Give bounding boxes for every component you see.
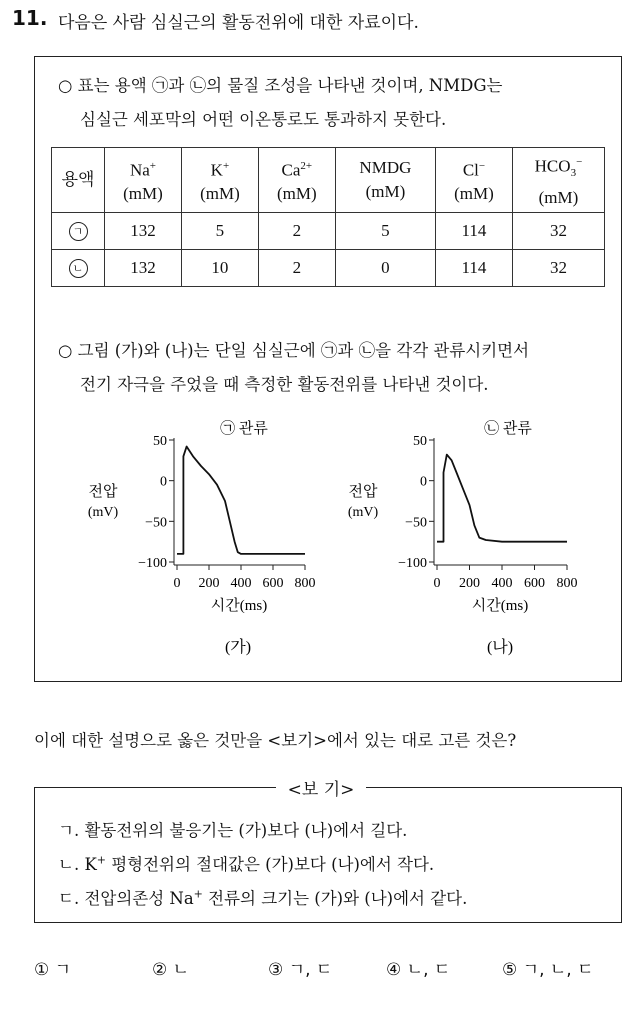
table-row xyxy=(52,250,605,287)
table-cell: 132 xyxy=(105,250,182,287)
col-header-cl: Cl− (mM) xyxy=(436,148,513,213)
table-cell: 2 xyxy=(258,213,335,250)
bullet2-line2: 전기 자극을 주었을 때 측정한 활동전위를 나타낸 것이다. xyxy=(80,375,489,394)
bogi-title: <보 기> xyxy=(276,775,366,800)
y-tick-label: −100 xyxy=(398,556,427,571)
x-tick-label: 0 xyxy=(173,576,181,591)
chart-caption: (나) xyxy=(486,639,514,656)
table-cell: 5 xyxy=(335,213,435,250)
row-label-b: ㄴ xyxy=(52,250,105,287)
composition-table xyxy=(51,147,605,287)
y-tick-label: 50 xyxy=(153,434,167,449)
y-tick-label: −50 xyxy=(145,515,167,531)
table-cell: 32 xyxy=(512,213,604,250)
y-tick-label: 0 xyxy=(160,474,167,490)
choice-3[interactable]: ③ ㄱ, ㄷ xyxy=(268,960,333,980)
x-tick-label: 600 xyxy=(262,576,284,591)
x-tick-label: 200 xyxy=(198,576,220,591)
y-tick-label: −50 xyxy=(405,515,427,531)
col-header-nmdg: NMDG (mM) xyxy=(335,148,435,213)
table-cell: 10 xyxy=(181,250,258,287)
table-cell: 32 xyxy=(512,250,604,287)
choice-2[interactable]: ② ㄴ xyxy=(152,960,190,980)
bullet1-line1: ○ 표는 용액 ㉠과 ㉡의 물질 조성을 나타낸 것이며, NMDG는 xyxy=(58,76,503,95)
chart-title: ㉠ 관류 xyxy=(220,421,268,437)
table-cell: 114 xyxy=(436,250,513,287)
table-cell: 5 xyxy=(181,213,258,250)
choice-4[interactable]: ④ ㄴ, ㄷ xyxy=(386,960,451,980)
question-number: 11. xyxy=(12,6,48,30)
y-tick-label: 0 xyxy=(420,474,427,490)
x-tick-label: 600 xyxy=(524,576,545,591)
question-prompt: 이에 대한 설명으로 옳은 것만을 <보기>에서 있는 대로 고른 것은? xyxy=(34,731,517,750)
bullet1-line2: 심실근 세포막의 어떤 이온통로도 통과하지 못한다. xyxy=(80,110,447,129)
x-tick-label: 200 xyxy=(459,576,480,591)
x-axis-label: 시간(ms) xyxy=(210,598,268,614)
y-tick-label: 50 xyxy=(413,434,427,449)
choice-1[interactable]: ① ㄱ xyxy=(34,960,72,980)
col-header-k: K+ (mM) xyxy=(181,148,258,213)
table-cell: 132 xyxy=(105,213,182,250)
action-potential-trace xyxy=(177,447,305,554)
col-header-ca: $Ca^{2+}$ (mM) xyxy=(258,148,335,213)
bogi-item-1: ㄱ. 활동전위의 불응기는 (가)보다 (나)에서 길다. xyxy=(58,821,408,840)
col-header-na: Na+ (mM) xyxy=(105,148,182,213)
y-axis-unit: (mV) xyxy=(347,505,379,520)
x-tick-label: 400 xyxy=(491,576,513,591)
table-cell: 0 xyxy=(335,250,435,287)
y-axis-label: 전압 xyxy=(348,484,378,500)
question-title: 다음은 사람 심실근의 활동전위에 대한 자료이다. xyxy=(58,13,419,33)
table-corner: 용액 xyxy=(52,148,105,213)
table-row xyxy=(52,213,605,250)
x-tick-label: 800 xyxy=(294,576,316,591)
bogi-item-2: ㄴ. K+ 평형전위의 절대값은 (가)보다 (나)에서 작다. xyxy=(58,853,435,874)
choice-5[interactable]: ⑤ ㄱ, ㄴ, ㄷ xyxy=(502,960,594,980)
table-header-row xyxy=(52,148,605,213)
y-axis-label: 전압 xyxy=(88,484,118,500)
x-tick-label: 400 xyxy=(230,576,252,591)
table-cell: 114 xyxy=(436,213,513,250)
action-potential-figures xyxy=(0,405,634,675)
x-tick-label: 800 xyxy=(556,576,578,591)
x-axis-label: 시간(ms) xyxy=(471,598,529,614)
y-axis-unit: (mV) xyxy=(87,505,119,520)
chart-caption: (가) xyxy=(224,639,252,656)
table-cell: 2 xyxy=(258,250,335,287)
action-potential-trace xyxy=(437,455,567,542)
row-label-a: ㄱ xyxy=(52,213,105,250)
bullet2-line1: ○ 그림 (가)와 (나)는 단일 심실근에 ㉠과 ㉡을 각각 관류시키면서 xyxy=(58,341,530,360)
y-tick-label: −100 xyxy=(138,556,167,571)
x-tick-label: 0 xyxy=(433,576,441,591)
bogi-item-3: ㄷ. 전압의존성 Na+ 전류의 크기는 (가)와 (나)에서 같다. xyxy=(58,887,468,908)
col-header-hco3: $HCO_3^-$ (mM) xyxy=(512,148,604,213)
chart-title: ㉡ 관류 xyxy=(484,421,532,437)
